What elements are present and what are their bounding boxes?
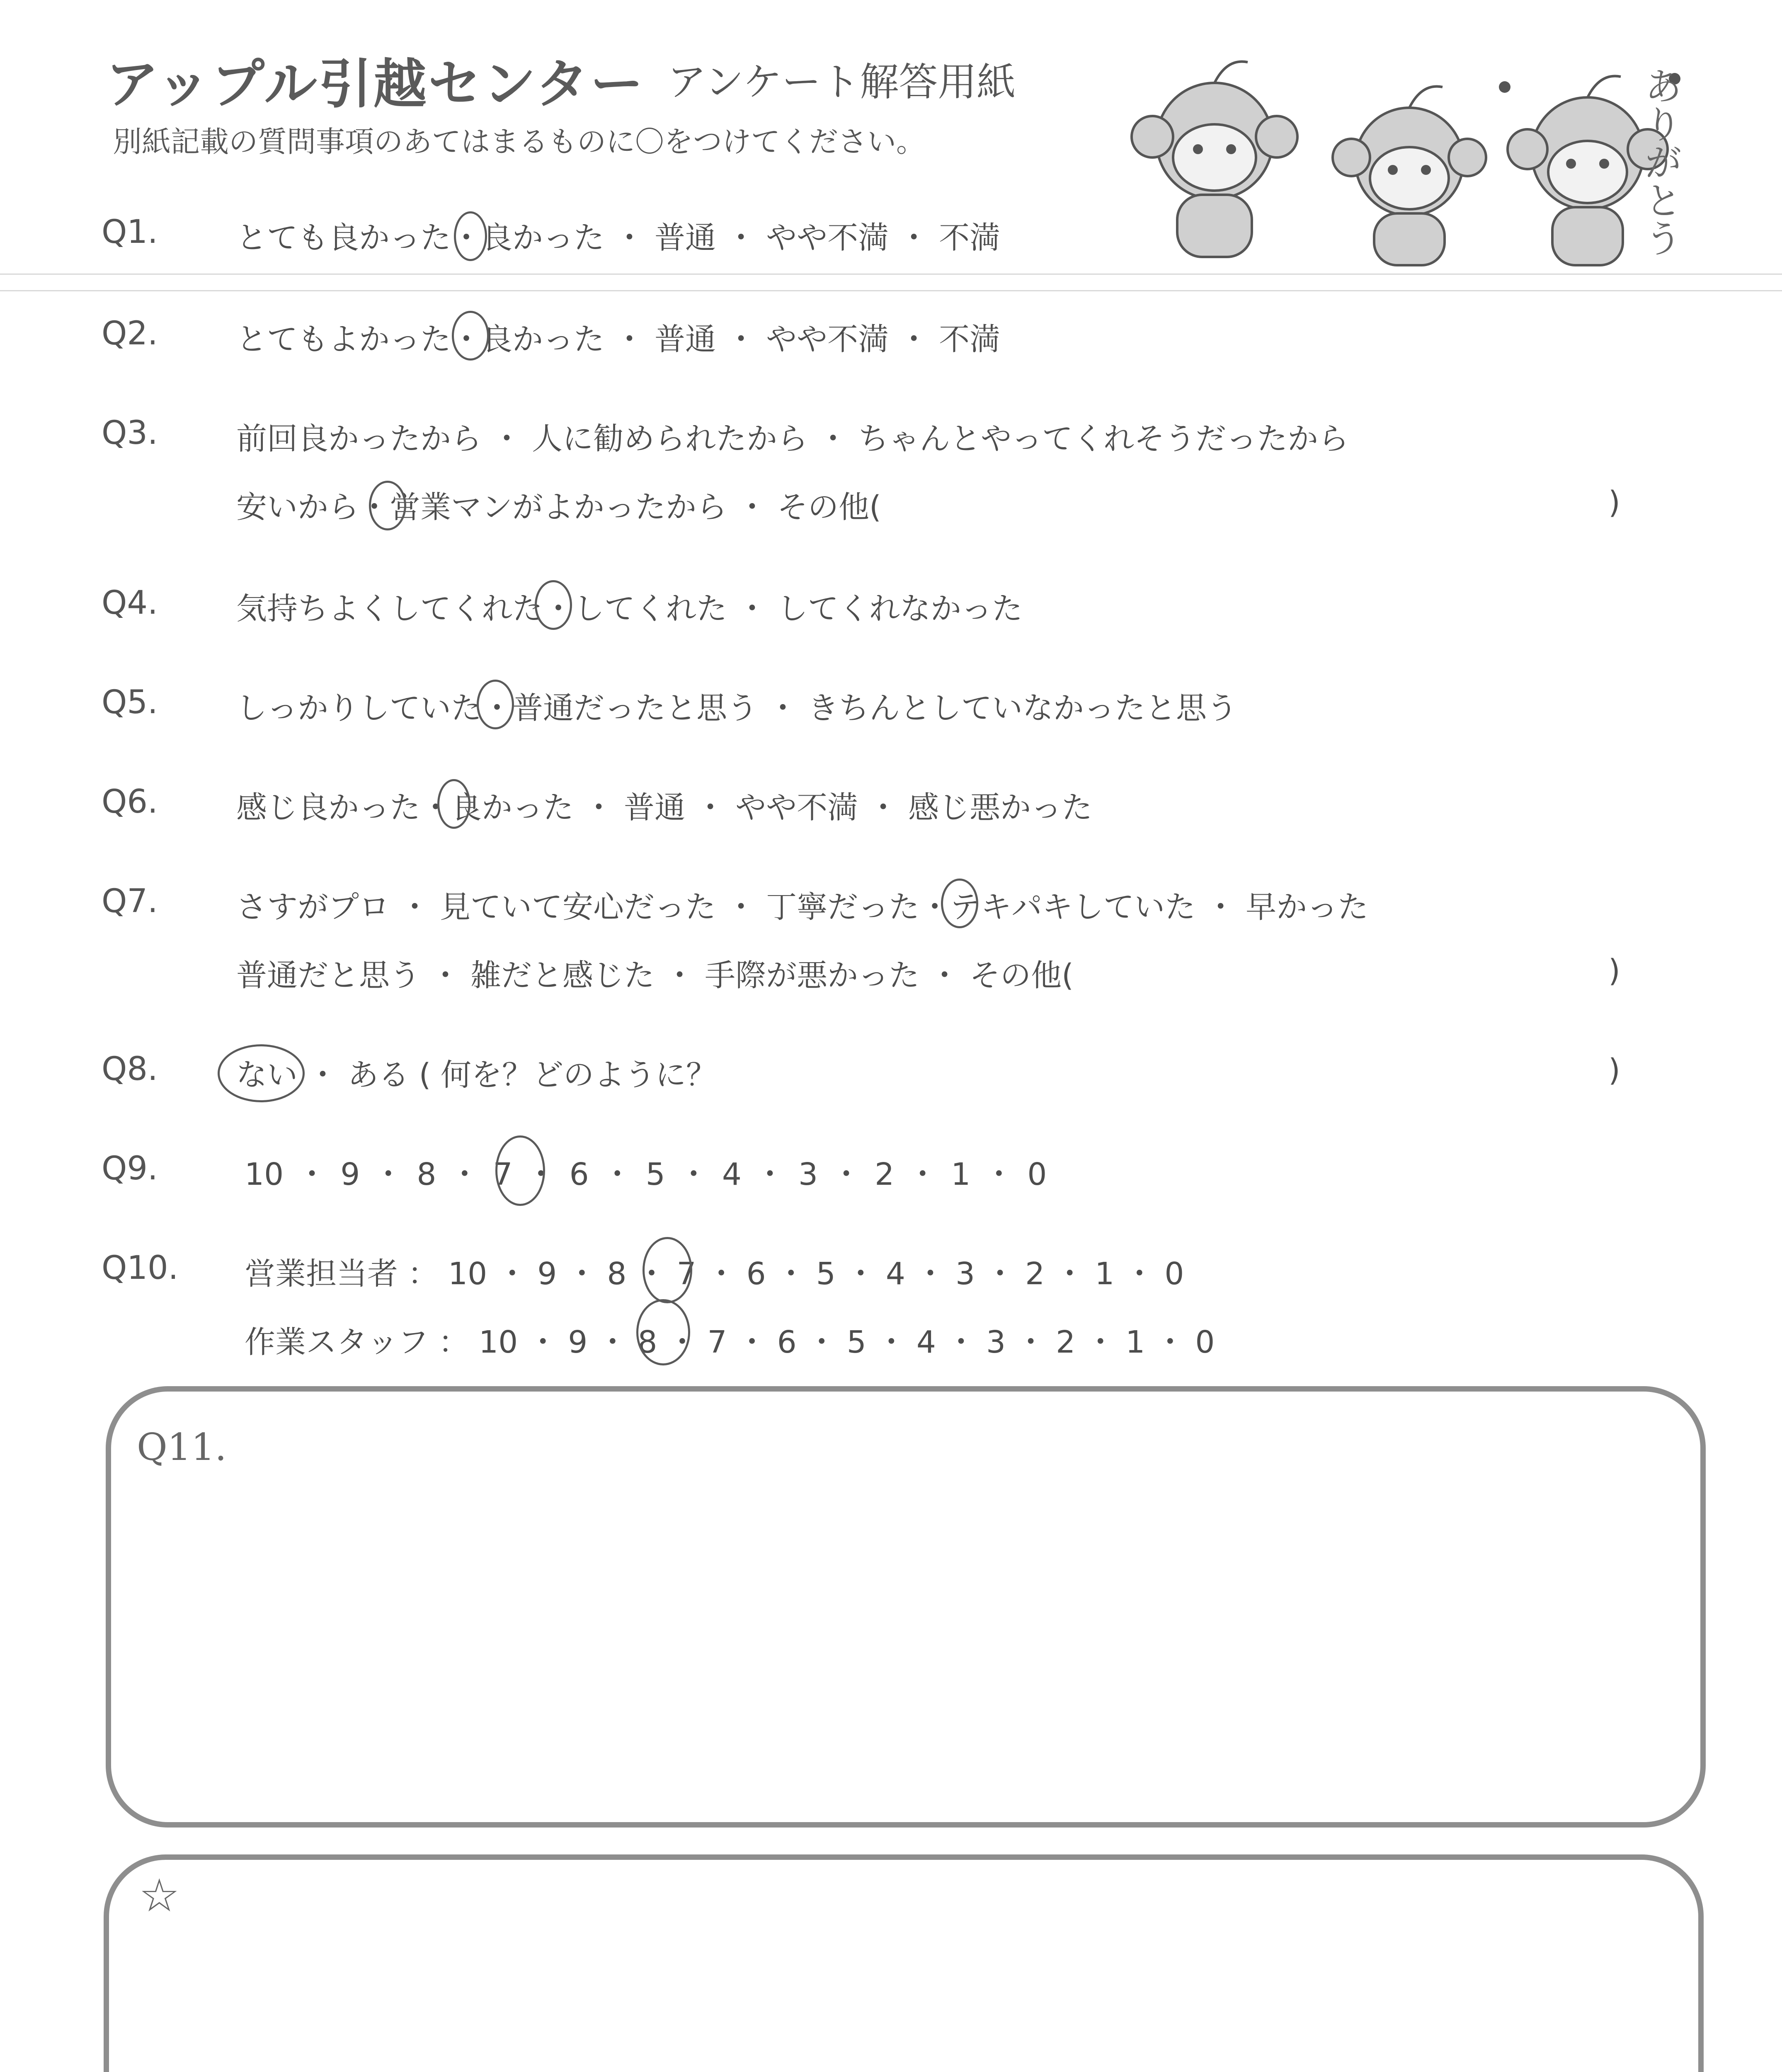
thanks-text: ありがとう <box>1638 66 1683 257</box>
q3-close-paren: ) <box>1608 485 1620 520</box>
q3-label: Q3. <box>102 414 158 452</box>
q1-options[interactable]: とても良かった・良かった ・ 普通 ・ やや不満 ・ 不満 <box>236 220 1001 256</box>
scan-line <box>0 274 1782 275</box>
q3-options-line2[interactable]: 安いから・営業マンがよかったから ・ その他( <box>236 489 881 525</box>
q7-close-paren: ) <box>1608 953 1620 989</box>
star-box-label: ☆ <box>139 1869 180 1922</box>
star-comment-box[interactable] <box>104 1854 1704 2072</box>
q7-options-line2[interactable]: 普通だと思う ・ 雑だと感じた ・ 手際が悪かった ・ その他( <box>236 958 1074 993</box>
q11-comment-box[interactable] <box>106 1386 1706 1828</box>
q6-label: Q6. <box>102 783 158 821</box>
form-instruction: 別紙記載の質問事項のあてはまるものに〇をつけてください。 <box>113 125 925 159</box>
q7-label: Q7. <box>102 883 158 920</box>
q4-options[interactable]: 気持ちよくしてくれた・してくれた ・ してくれなかった <box>236 591 1023 627</box>
q7-options-line1[interactable]: さすがプロ ・ 見ていて安心だった ・ 丁寧だった・テキパキしていた ・ 早かった <box>236 889 1369 925</box>
q6-options[interactable]: 感じ良かった・良かった ・ 普通 ・ やや不満 ・ 感じ悪かった <box>236 790 1093 825</box>
q9-scale[interactable]: 10 ・ 9 ・ 8 ・ 7 ・ 6 ・ 5 ・ 4 ・ 3 ・ 2 ・ 1 ・ 0 <box>245 1157 1047 1192</box>
scan-line <box>0 290 1782 291</box>
q10-sales-scale[interactable]: 営業担当者 ： 10 ・ 9 ・ 8 ・ 7 ・ 6 ・ 5 ・ 4 ・ 3 ・ 2 ・ 1 ・ 0 <box>245 1256 1184 1292</box>
company-title: アップル引越センター <box>106 53 645 115</box>
monkey-mascots-illustration <box>1119 54 1700 269</box>
q9-label: Q9. <box>102 1150 158 1187</box>
q1-label: Q1. <box>102 213 158 251</box>
q10-label: Q10. <box>102 1249 179 1287</box>
q5-options[interactable]: しっかりしていた・普通だったと思う ・ きちんとしていなかったと思う <box>236 690 1238 726</box>
q3-options-line1[interactable]: 前回良かったから ・ 人に勧められたから ・ ちゃんとやってくれそうだったから <box>236 421 1349 457</box>
q2-options[interactable]: とてもよかった・良かった ・ 普通 ・ やや不満 ・ 不満 <box>236 322 1001 357</box>
q8-close-paren: ) <box>1608 1053 1620 1088</box>
q4-label: Q4. <box>102 584 158 622</box>
q2-label: Q2. <box>102 315 158 352</box>
q8-label: Q8. <box>102 1051 158 1088</box>
q10-staff-scale[interactable]: 作業スタッフ ： 10 ・ 9 ・ 8 ・ 7 ・ 6 ・ 5 ・ 4 ・ 3 ・ 2 ・ 1 ・ 0 <box>245 1324 1215 1360</box>
q8-options[interactable]: ない ・ ある ( 何を？どのように？ <box>236 1057 717 1093</box>
form-subtitle: アンケート解答用紙 <box>667 60 1016 105</box>
q11-box-label: Q11. <box>137 1426 227 1469</box>
q5-label: Q5. <box>102 684 158 721</box>
